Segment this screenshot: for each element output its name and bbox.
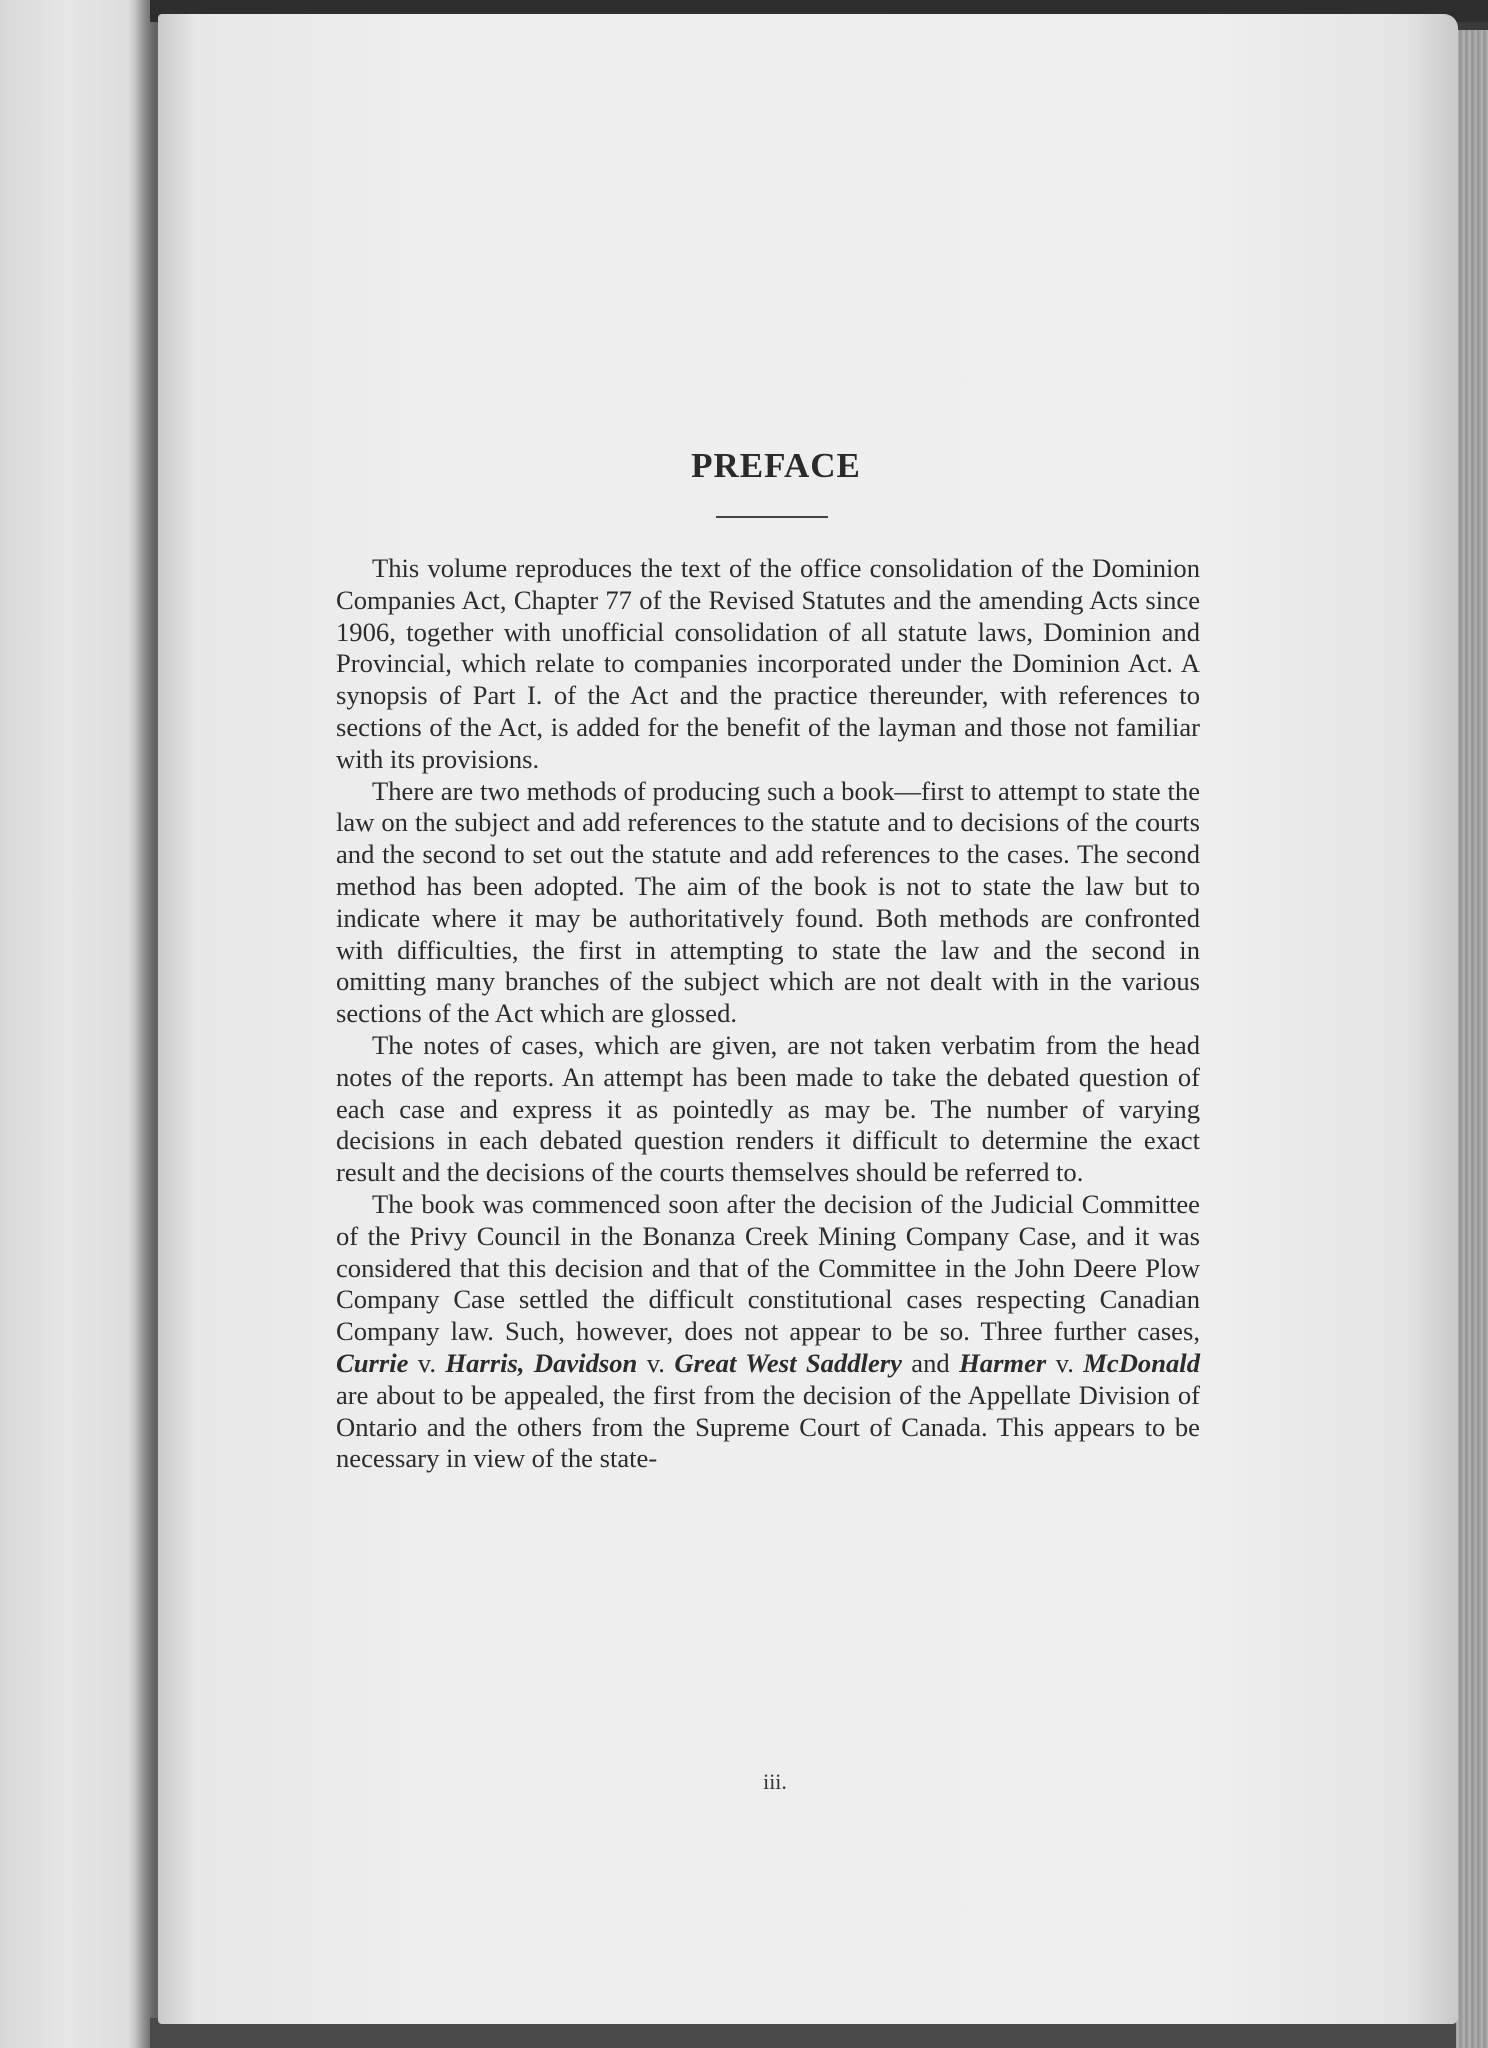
paragraph-text: The book was commenced soon after the decision of the Judicial Committee of the Privy Council in the Bonanza Creek Mining Company Case, and it was considered that this decision and that of the Committee in the John Deere Plow Company Case settled the difficult constitutional cases respecting Canadian Company law. Such, however, does not appear to be so. Three further cases, [336,1188,1200,1347]
paragraph-text: are about to be appealed, the first from the decision of the Appellate Division of Ontario and the others from the Supreme Court of Canada. This appears to be necessary in view of the state- [336,1379,1200,1474]
paragraph-text: v. [1046,1347,1084,1378]
paragraph-text: This volume reproduces the text of the office consolidation of the Dominion Companies Act, Chapter 77 of the Revised Statutes and the amending Acts since 1906, together with unofficial consolidation of all statute laws, Dominion and Provincial, which relate to companies incorporated under the Dominion Act. A synopsis of Part I. of the Act and the practice thereunder, with references to sections of the Act, is added for the benefit of the layman and those not familiar with its provisions. [336,553,1200,774]
case-name: Currie [336,1347,409,1378]
preface-paragraph [336,1189,1200,1475]
paragraph-text: v. [637,1347,675,1378]
page-number: iii. [763,1769,787,1794]
preface-body [336,553,1200,1475]
paragraph-text: v. [408,1347,446,1378]
title-rule [716,516,828,518]
paragraph-text: and [901,1347,960,1378]
case-name: McDonald [1083,1347,1200,1378]
preface-paragraph [336,776,1200,1030]
page-title: PREFACE [691,446,861,485]
paragraph-text: The notes of cases, which are given, are not taken verbatim from the head notes of the reports. An attempt has been made to take the debated question of each case and express it as pointedly as may be. The number of varying decisions in each debated question renders it difficult to determine the exact result and the decisions of the courts themselves should be referred to. [336,1029,1200,1188]
page-stack-edge [1456,30,1488,2048]
case-name: Harmer [959,1347,1047,1378]
case-name: Great West Saddlery [674,1347,902,1378]
preface-paragraph [336,553,1200,776]
case-name: Harris, Davidson [445,1347,638,1378]
paragraph-text: There are two methods of producing such a book—first to attempt to state the law on the subject and add references to the statute and to decisions of the courts and the second to set out the statute and add references to the cases. The second method has been adopted. The aim of the book is not to state the law but to indicate where it may be authoritatively found. Both methods are confronted with difficulties, the first in attempting to state the law and the second in omitting many branches of the subject which are not dealt with in the various sections of the Act which are glossed. [336,775,1200,1029]
preface-paragraph [336,1030,1200,1189]
